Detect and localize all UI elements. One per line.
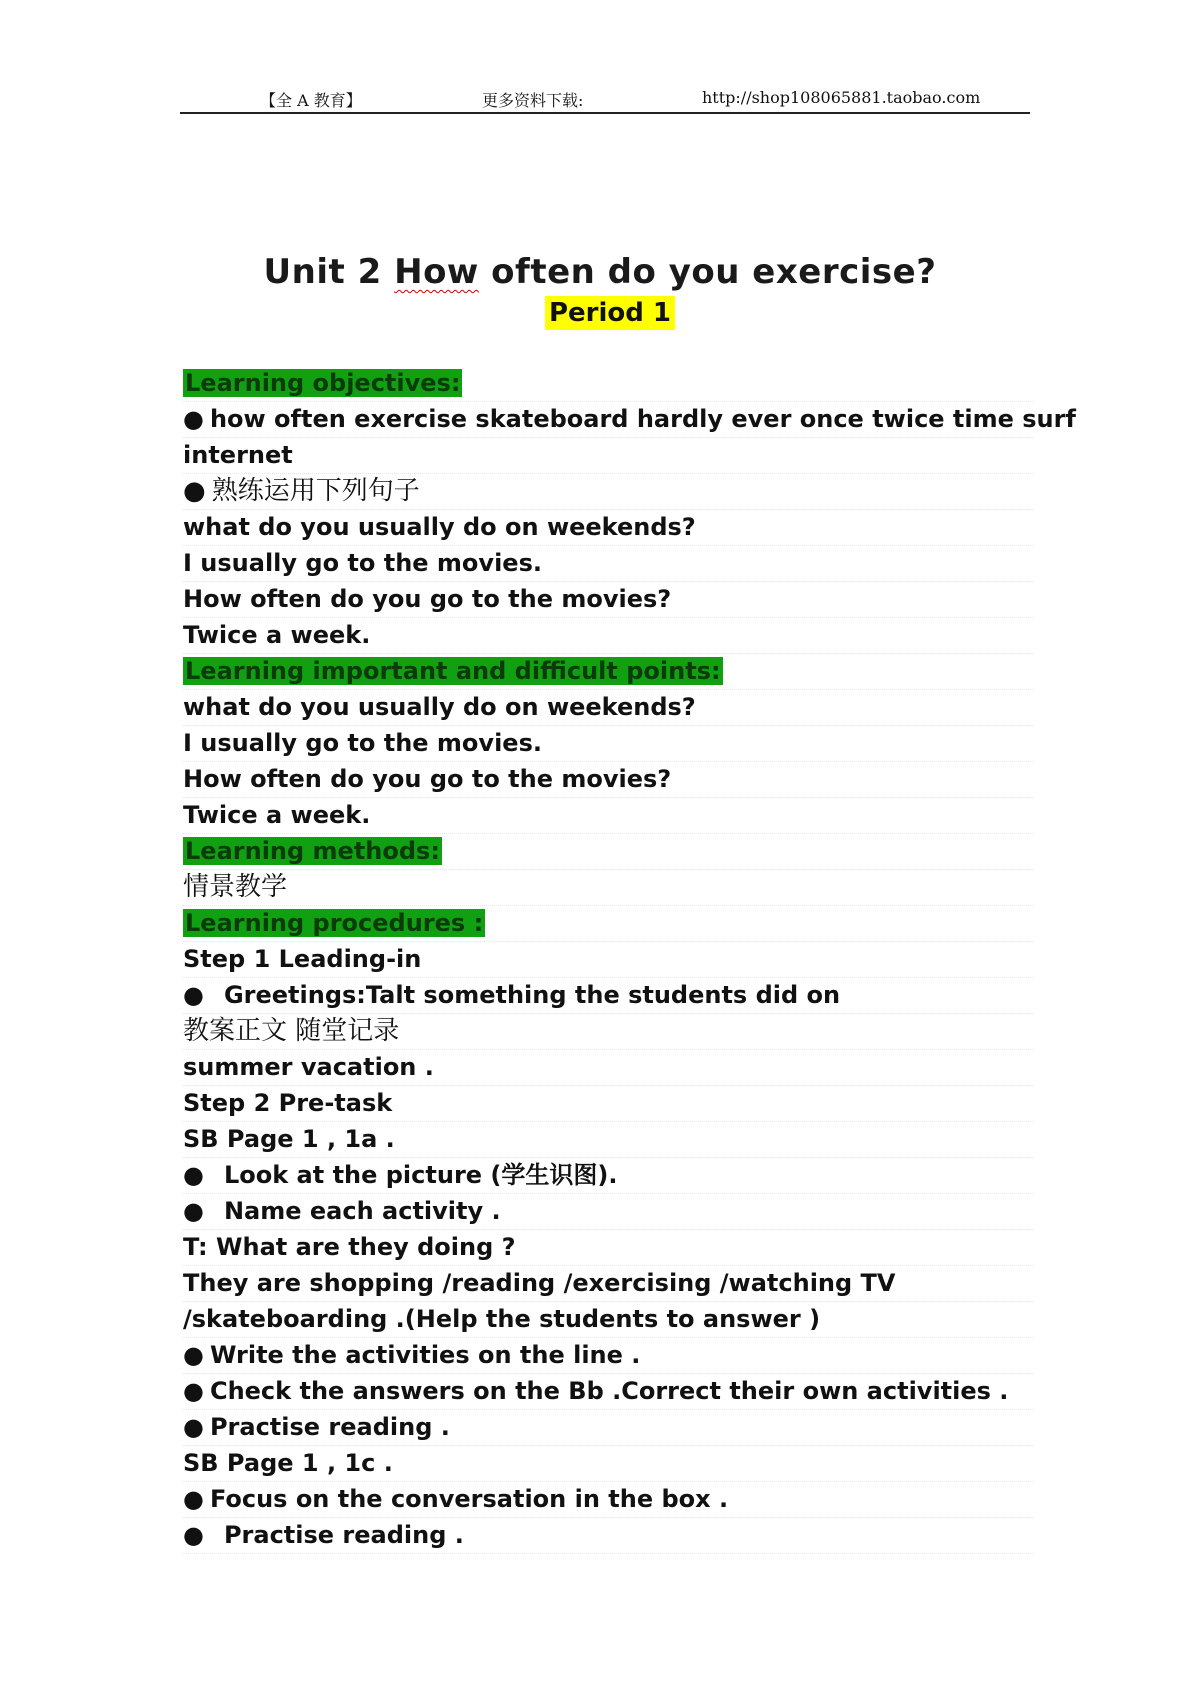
text-line <box>183 1374 1033 1410</box>
header-url[interactable]: http://shop108065881.taobao.com <box>702 88 981 107</box>
text-line <box>183 978 1033 1014</box>
line-text: /skateboarding .(Help the students to answer ) <box>183 1305 821 1333</box>
text-line <box>183 1086 1033 1122</box>
text-line <box>183 870 1033 906</box>
text-line <box>183 798 1033 834</box>
text-line <box>183 510 1033 546</box>
header-download-label: 更多资料下载: <box>482 91 584 110</box>
line-text: Twice a week. <box>183 801 371 829</box>
line-text: Step 1 Leading-in <box>183 945 422 973</box>
line-text: how often exercise skateboard hardly ever once twice time surf <box>209 405 1076 433</box>
line-text: summer vacation . <box>183 1053 434 1081</box>
line-text: 情景教学 <box>183 872 288 902</box>
bullet-icon: ● <box>183 1485 204 1513</box>
text-line <box>183 474 1033 510</box>
text-line <box>183 1518 1033 1554</box>
line-text: SB Page 1 , 1a . <box>183 1125 395 1153</box>
text-line <box>183 1230 1033 1266</box>
text-line <box>183 402 1076 438</box>
line-text: Step 2 Pre-task <box>183 1089 393 1117</box>
text-line <box>183 438 1033 474</box>
line-text: How often do you go to the movies? <box>183 585 672 613</box>
text-line <box>183 546 1033 582</box>
text-line <box>183 726 1033 762</box>
bullet-icon: ● <box>183 1341 204 1369</box>
lesson-body <box>183 366 1076 1554</box>
line-text: They are shopping /reading /exercising /watching TV <box>183 1269 896 1297</box>
section-heading <box>183 654 1033 690</box>
line-text: what do you usually do on weekends? <box>183 513 696 541</box>
text-line <box>183 1122 1033 1158</box>
text-line <box>183 1446 1033 1482</box>
title-suffix: often do you exercise? <box>478 252 937 292</box>
text-line <box>183 1266 1033 1302</box>
title-prefix: Unit 2 <box>263 252 395 292</box>
text-line <box>183 762 1033 798</box>
line-text: Twice a week. <box>183 621 371 649</box>
document-title <box>0 252 1200 292</box>
bullet-icon: ● <box>183 1413 204 1441</box>
header-brand: 【全 A 教育】 <box>260 91 362 110</box>
line-text: 教案正文 随堂记录 <box>183 1016 400 1046</box>
line-text: internet <box>183 441 293 469</box>
bullet-icon: ● <box>183 1197 204 1225</box>
line-text: Greetings:Talt something the students did on <box>223 981 841 1009</box>
bullet-icon: ● <box>183 1377 204 1405</box>
text-line <box>183 1482 1033 1518</box>
section-heading <box>183 906 1033 942</box>
title-squiggle-word: How <box>394 252 479 292</box>
bullet-icon: ● <box>183 1161 204 1189</box>
heading-text: Learning important and difficult points: <box>185 657 721 685</box>
line-text: I usually go to the movies. <box>183 549 542 577</box>
line-text: T: What are they doing ? <box>183 1233 516 1261</box>
line-text: 熟练运用下列句子 <box>211 476 420 506</box>
text-line <box>183 942 1033 978</box>
bullet-icon: ● <box>183 476 206 506</box>
line-text: Focus on the conversation in the box . <box>209 1485 729 1513</box>
bullet-icon: ● <box>183 405 204 433</box>
line-text: Check the answers on the Bb .Correct their own activities . <box>209 1377 1009 1405</box>
page-header <box>180 84 1030 114</box>
text-line <box>183 1050 1033 1086</box>
period-label: Period 1 <box>545 296 675 330</box>
text-line <box>183 1410 1033 1446</box>
heading-text: Learning objectives: <box>185 369 461 397</box>
text-line <box>183 1338 1033 1374</box>
text-line <box>183 1302 1033 1338</box>
text-line <box>183 1194 1033 1230</box>
section-heading <box>183 366 1033 402</box>
line-text: Look at the picture (学生识图). <box>223 1161 618 1189</box>
line-text: How often do you go to the movies? <box>183 765 672 793</box>
line-text: SB Page 1 , 1c . <box>183 1449 393 1477</box>
line-text: I usually go to the movies. <box>183 729 542 757</box>
line-text: Write the activities on the line . <box>209 1341 641 1369</box>
line-text: what do you usually do on weekends? <box>183 693 696 721</box>
line-text: Practise reading . <box>223 1521 464 1549</box>
heading-text: Learning procedures : <box>185 909 484 937</box>
period-wrap <box>0 296 1200 330</box>
text-line <box>183 1158 1033 1194</box>
text-line <box>183 1014 1033 1050</box>
text-line <box>183 690 1033 726</box>
line-text: Practise reading . <box>209 1413 450 1441</box>
text-line <box>183 618 1033 654</box>
bullet-icon: ● <box>183 981 204 1009</box>
line-text: Name each activity . <box>223 1197 501 1225</box>
heading-text: Learning methods: <box>185 837 440 865</box>
bullet-icon: ● <box>183 1521 204 1549</box>
text-line <box>183 582 1033 618</box>
section-heading <box>183 834 1033 870</box>
